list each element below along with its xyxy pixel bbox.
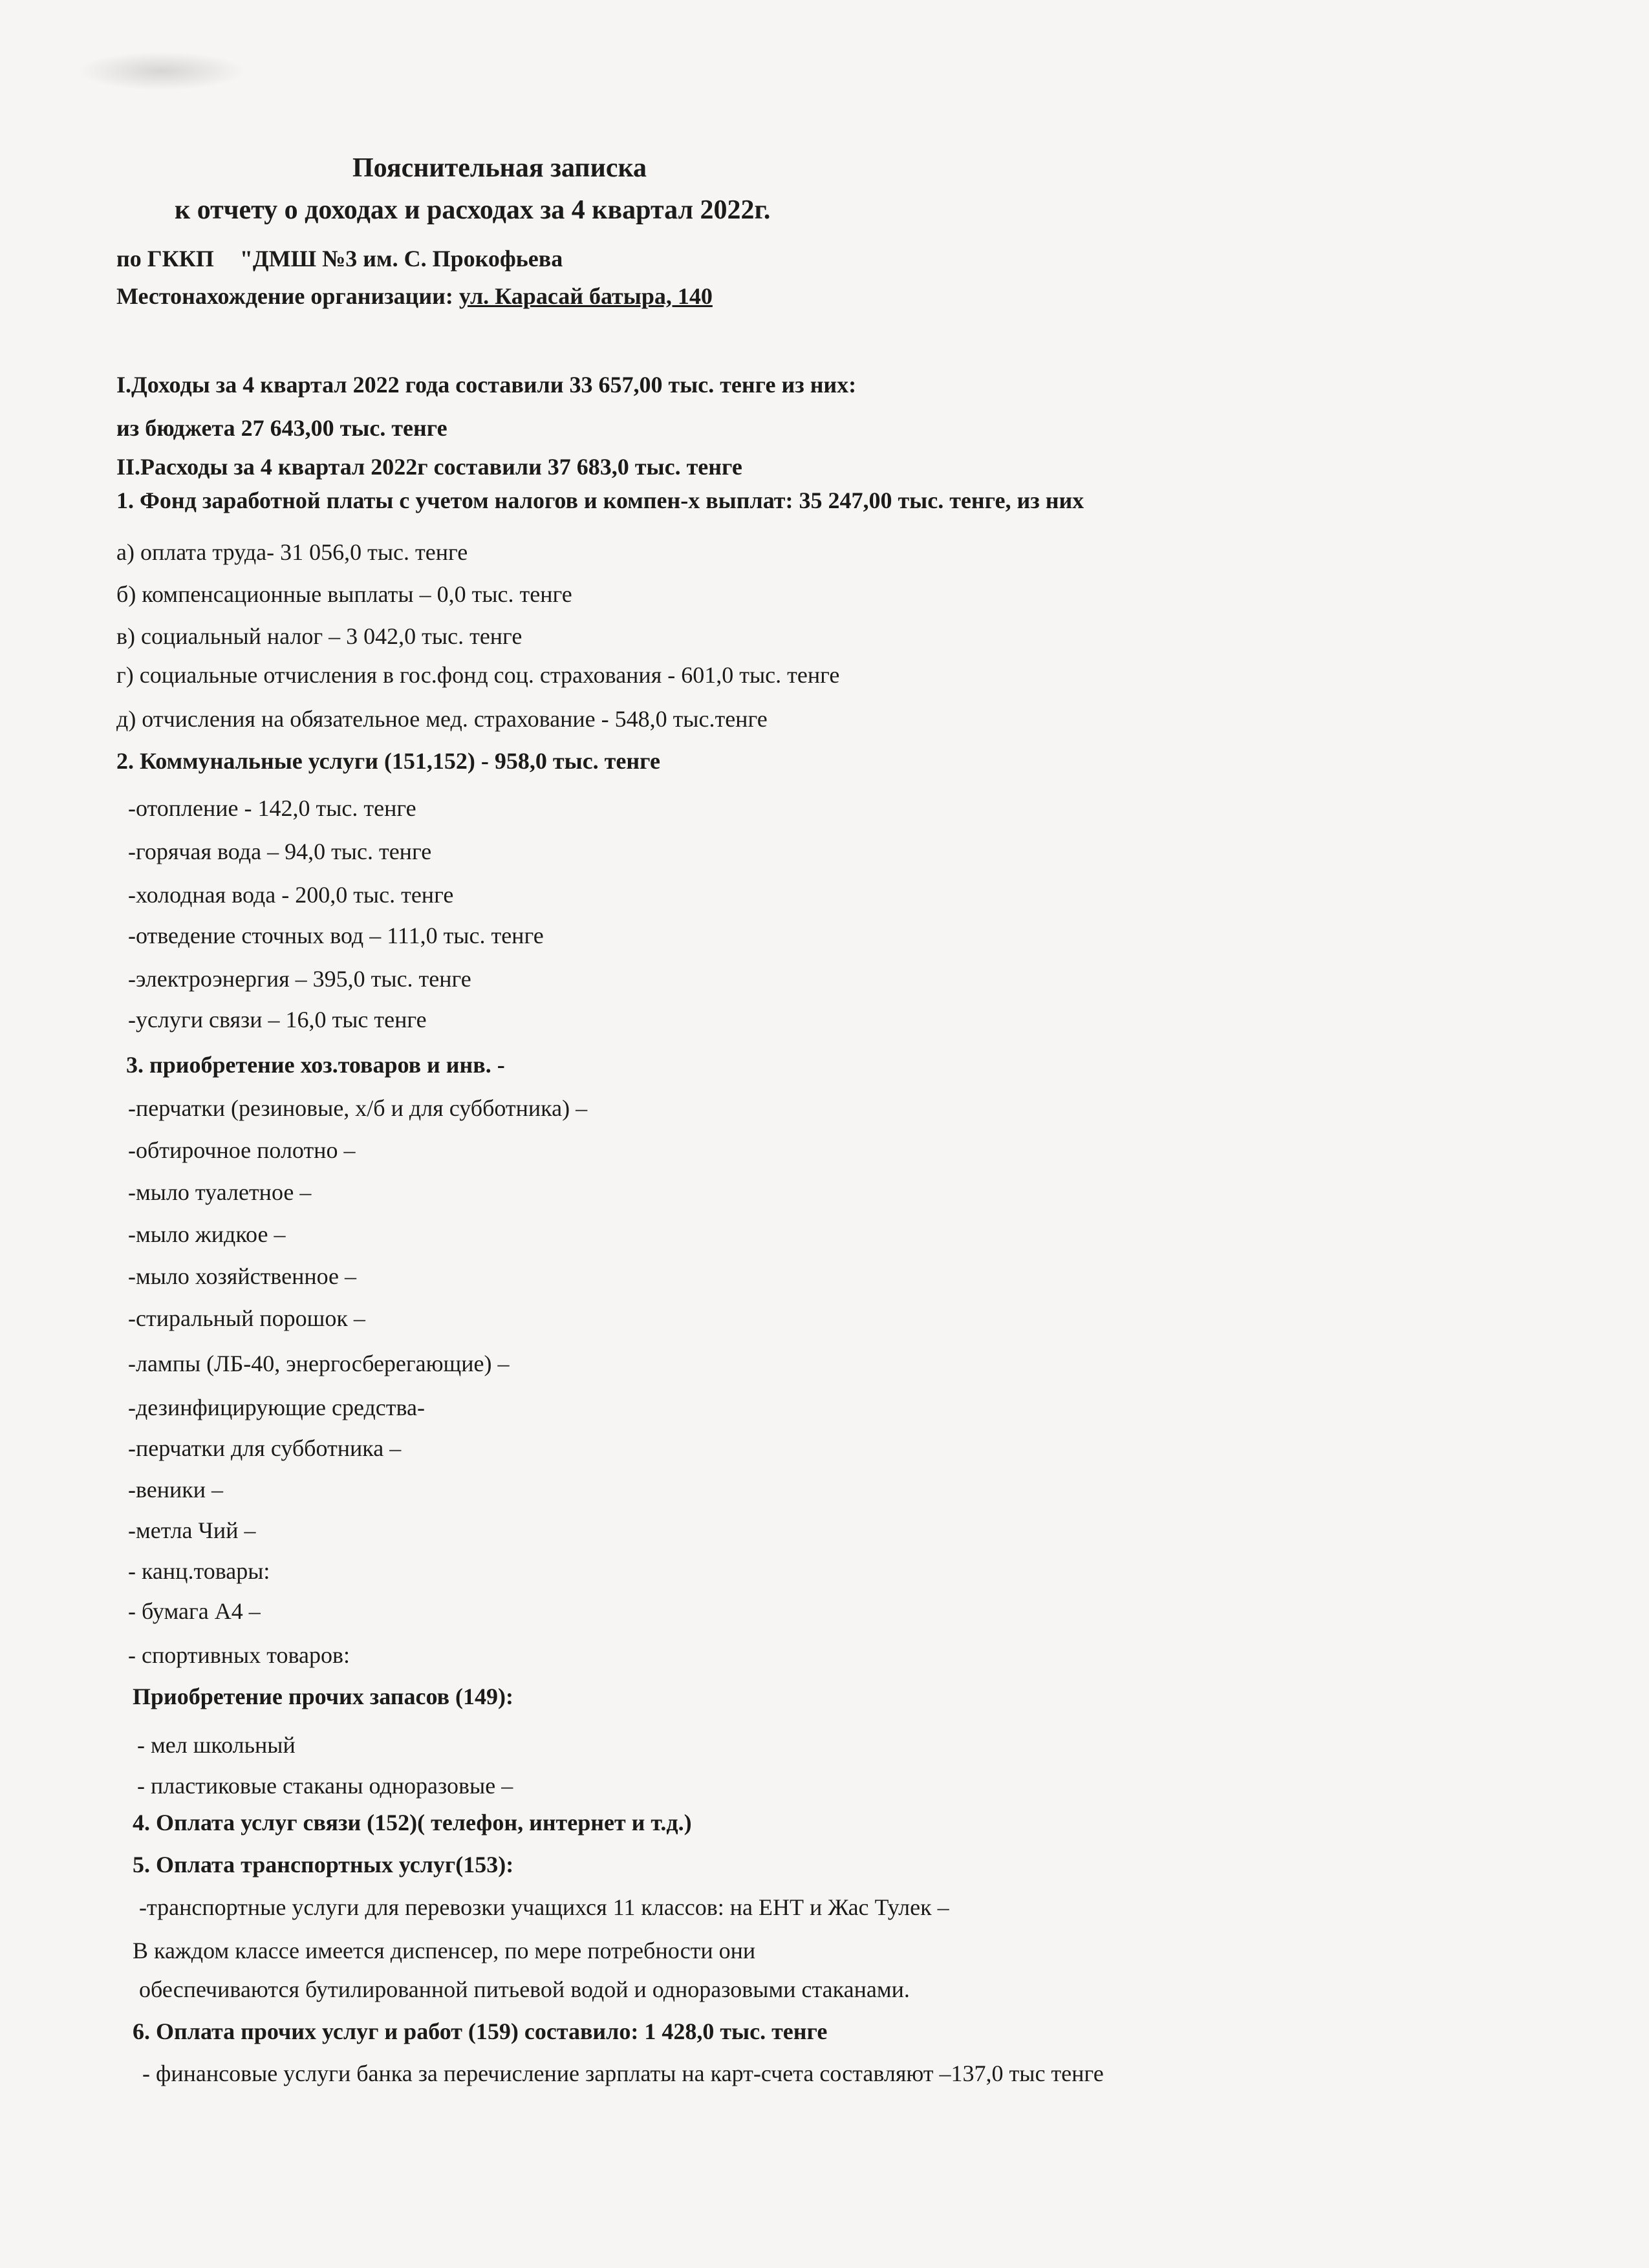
income-line-2: из бюджета 27 643,00 тыс. тенге: [116, 415, 447, 441]
payroll-item: а) оплата труда- 31 056,0 тыс. тенге: [116, 539, 468, 565]
utilities-item: -холодная вода - 200,0 тыс. тенге: [128, 882, 454, 908]
income-line-1: I.Доходы за 4 квартал 2022 года составили 33 657,00 тыс. тенге из них:: [116, 372, 857, 398]
transport-note: обеспечиваются бутилированной питьевой водой и одноразовыми стаканами.: [139, 1976, 910, 2002]
communication-heading: 4. Оплата услуг связи (152)( телефон, интернет и т.д.): [133, 1810, 692, 1835]
org-name: "ДМШ №3 им. С. Прокофьева: [239, 246, 563, 272]
utilities-item: -услуги связи – 16,0 тыс тенге: [128, 1007, 427, 1032]
transport-note: В каждом классе имеется диспенсер, по мере потребности они: [133, 1938, 756, 1963]
utilities-item: -отведение сточных вод – 111,0 тыс. тенге: [128, 923, 544, 948]
transport-heading: 5. Оплата транспортных услуг(153):: [133, 1852, 514, 1878]
goods-item: - канц.товары:: [128, 1558, 270, 1584]
title-line-1: Пояснительная записка: [352, 153, 647, 183]
utilities-item: -горячая вода – 94,0 тыс. тенге: [128, 839, 432, 864]
goods-item: -мыло туалетное –: [128, 1179, 312, 1205]
goods-item: -веники –: [128, 1477, 224, 1503]
location-value: ул. Карасай батыра, 140: [458, 283, 713, 309]
goods-item: -стиральный порошок –: [128, 1305, 365, 1331]
goods-heading: 3. приобретение хоз.товаров и инв. -: [126, 1052, 505, 1078]
utilities-item: -отопление - 142,0 тыс. тенге: [128, 795, 416, 821]
goods-item: -дезинфицирующие средства-: [128, 1395, 425, 1420]
payroll-item: б) компенсационные выплаты – 0,0 тыс. тенге: [116, 581, 572, 607]
goods-item: -метла Чий –: [128, 1517, 256, 1543]
goods-item: - бумага А4 –: [128, 1598, 261, 1624]
goods-item: - спортивных товаров:: [128, 1642, 350, 1668]
goods-item: -лампы (ЛБ-40, энергосберегающие) –: [128, 1351, 510, 1376]
other-stock-heading: Приобретение прочих запасов (149):: [133, 1684, 513, 1709]
utilities-item: -электроэнергия – 395,0 тыс. тенге: [128, 966, 471, 992]
expenses-heading: II.Расходы за 4 квартал 2022г составили 37 683,0 тыс. тенге: [116, 454, 742, 480]
other-services-item: - финансовые услуги банка за перечисление зарплаты на карт-счета составляют –137,0 тыс тенге: [142, 2060, 1104, 2086]
location-line: [116, 282, 713, 310]
payroll-item: г) социальные отчисления в гос.фонд соц. страхования - 601,0 тыс. тенге: [116, 662, 840, 688]
scan-smudge: [78, 52, 246, 91]
organization-line: [116, 244, 563, 273]
other-stock-item: - мел школьный: [137, 1732, 296, 1758]
location-label: Местонахождение организации:: [116, 283, 453, 309]
other-services-heading: 6. Оплата прочих услуг и работ (159) составило: 1 428,0 тыс. тенге: [133, 2018, 828, 2044]
org-prefix: по ГККП: [116, 246, 214, 272]
goods-item: -мыло хозяйственное –: [128, 1263, 357, 1289]
other-stock-item: - пластиковые стаканы одноразовые –: [137, 1773, 513, 1799]
payroll-heading: 1. Фонд заработной платы с учетом налогов и компен-х выплат: 35 247,00 тыс. тенге, из них: [116, 487, 1084, 513]
goods-item: -перчатки для субботника –: [128, 1435, 402, 1461]
goods-item: -мыло жидкое –: [128, 1221, 286, 1247]
payroll-item: д) отчисления на обязательное мед. страхование - 548,0 тыс.тенге: [116, 706, 768, 732]
title-line-2: к отчету о доходах и расходах за 4 квартал 2022г.: [175, 195, 771, 225]
goods-item: -перчатки (резиновые, х/б и для субботника) –: [128, 1095, 588, 1121]
goods-item: -обтирочное полотно –: [128, 1137, 356, 1163]
utilities-heading: 2. Коммунальные услуги (151,152) - 958,0 тыс. тенге: [116, 748, 660, 774]
payroll-item: в) социальный налог – 3 042,0 тыс. тенге: [116, 623, 523, 649]
transport-item: -транспортные услуги для перевозки учащихся 11 классов: на ЕНТ и Жас Тулек –: [139, 1894, 949, 1920]
